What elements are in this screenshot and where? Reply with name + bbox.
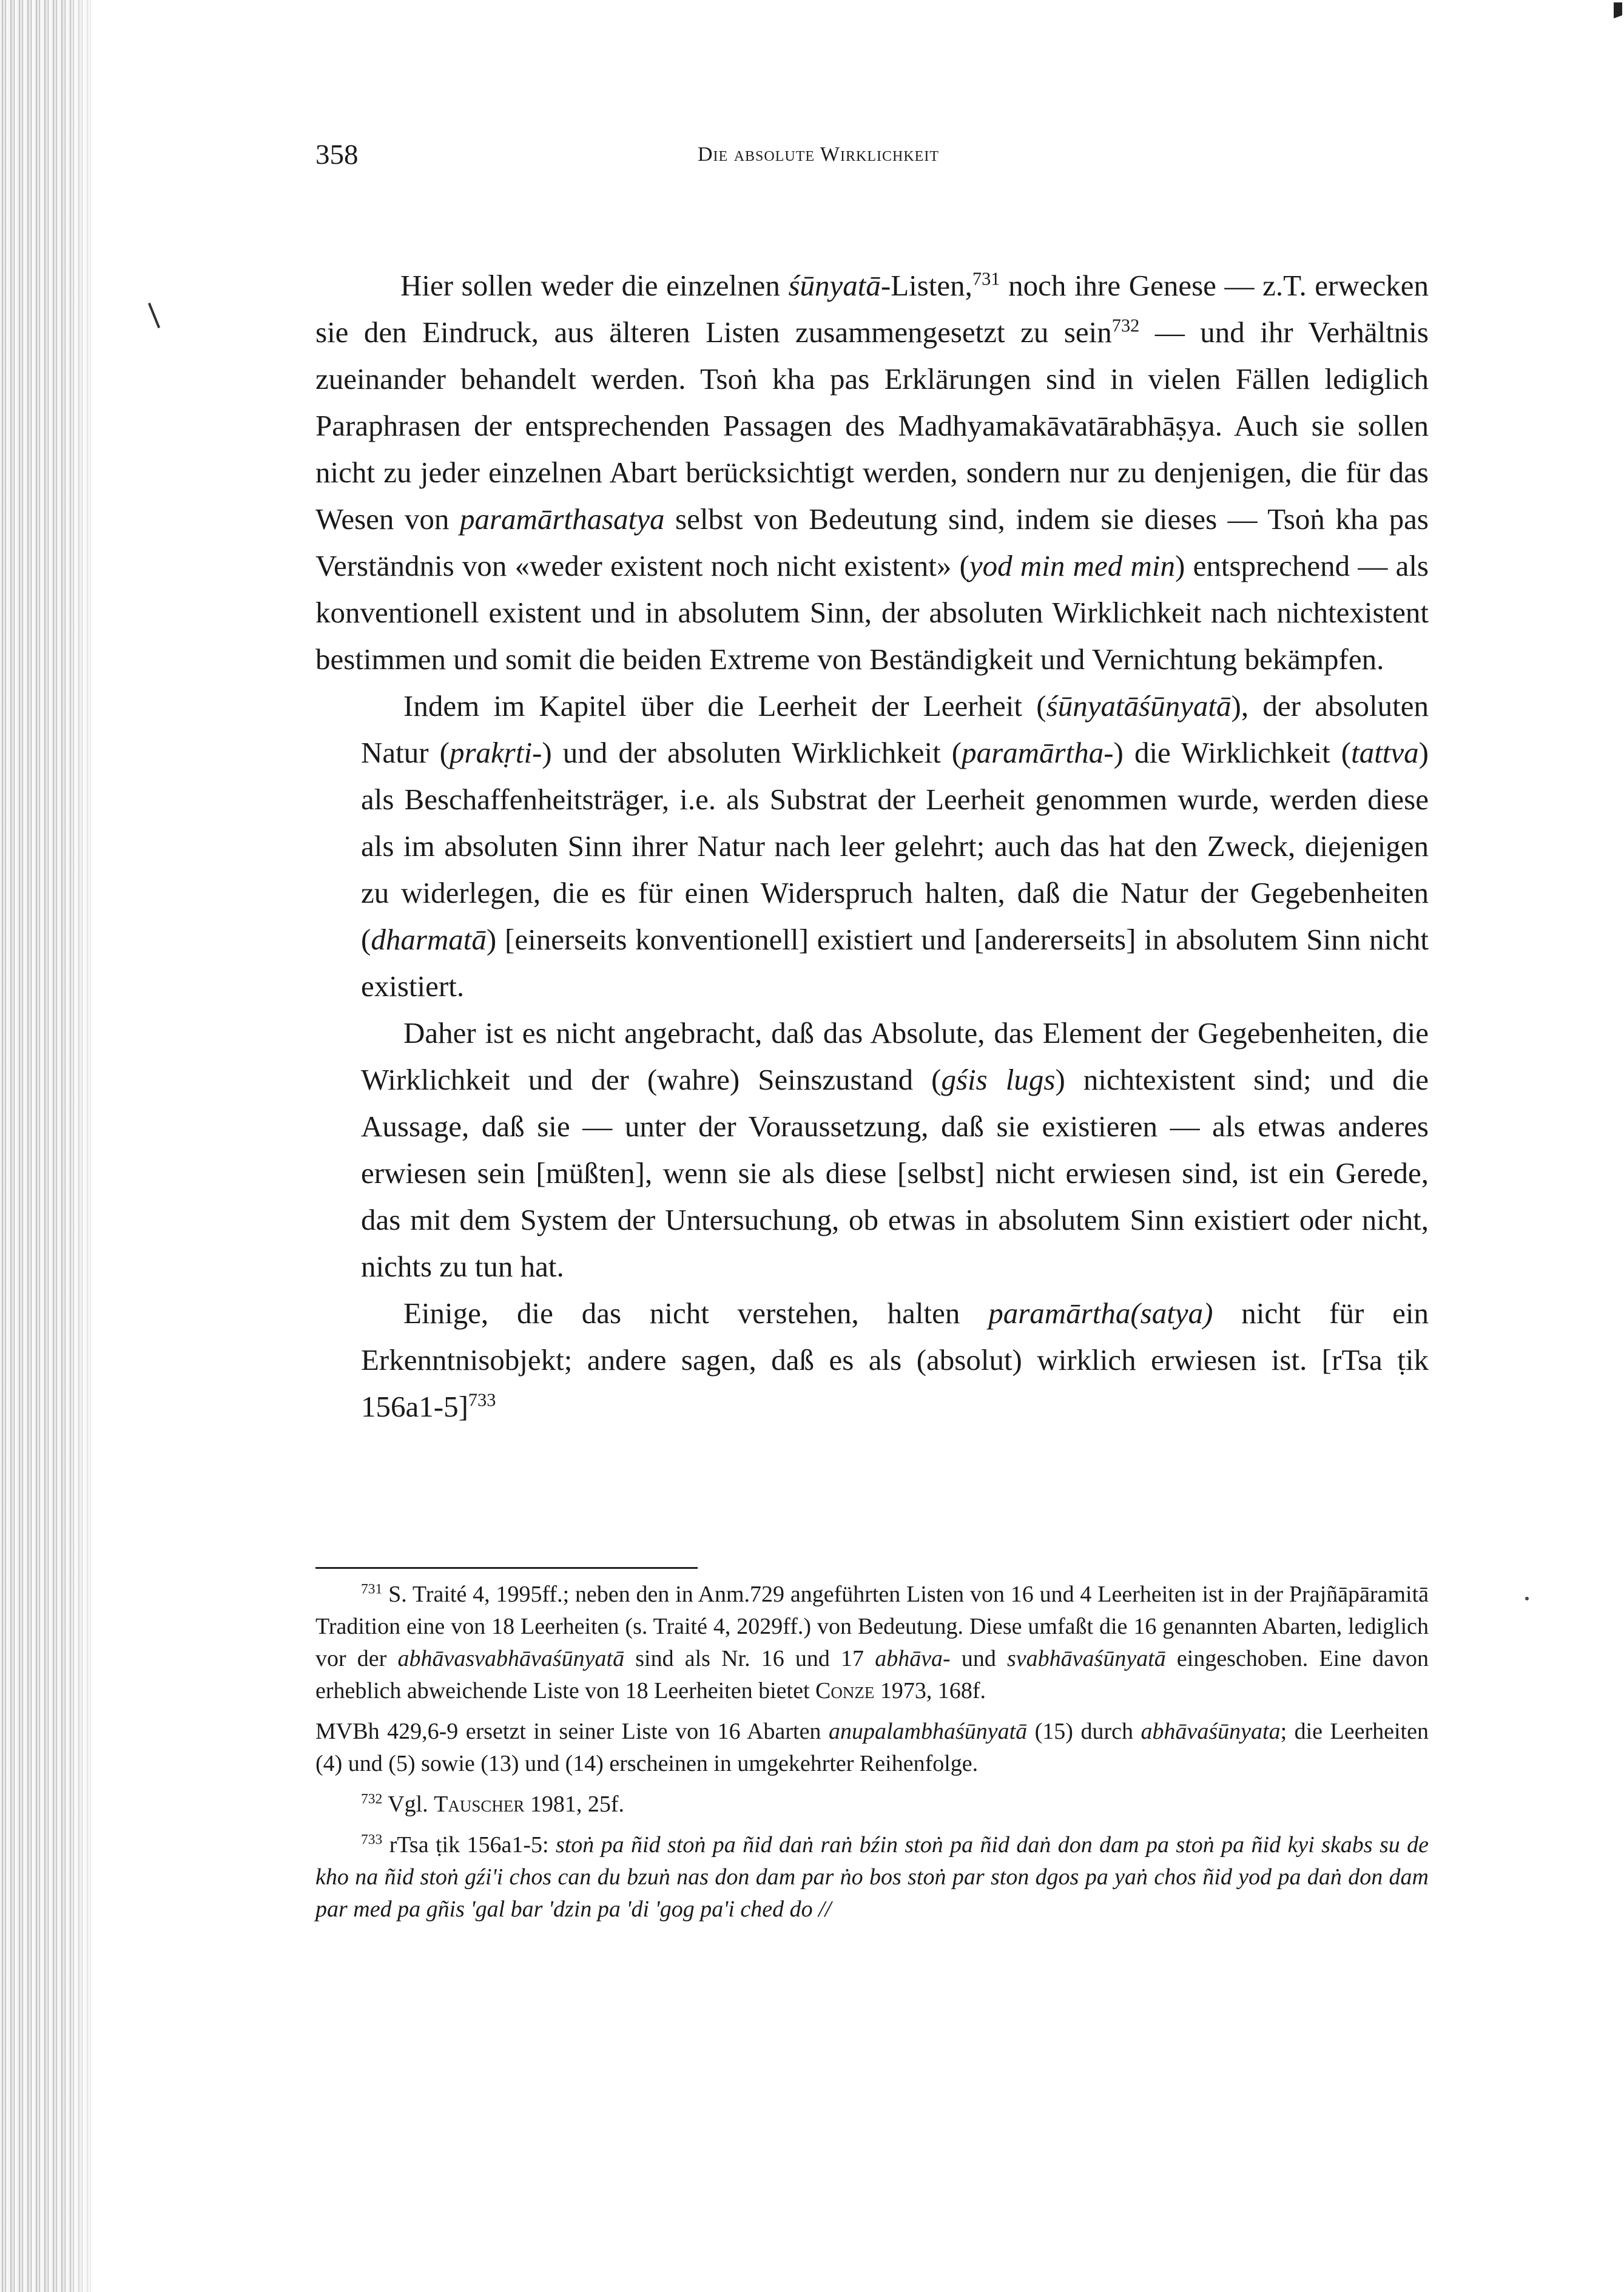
text-run: Daher ist es nicht angebracht, daß das Absolute, das Element der Gegebenheiten, die Wirklichkeit und der (wahre) Seinszustand ( [361,1016,1429,1096]
italic-term: dharmatā [371,923,487,956]
footnote-733 [315,1829,1429,1926]
text-run: — und ihr Verhältnis zueinander behandelt werden. Tsoṅ kha pas Erklärungen sind in vielen Fällen lediglich Paraphrasen der entsprechenden Passagen des Madhyamakāvatārabhāṣya. Auch sie sollen nicht zu jeder einzelnen Abart berücksichtigt werden, sondern nur zu denjenigen, die für das Wesen von [315,315,1429,536]
footnote-number: 733 [361,1832,383,1848]
margin-pencil-mark [148,303,160,328]
italic-term: abhāvasvabhāvaśūnyatā [397,1646,625,1671]
page-header [315,138,1395,175]
footnote-ref-732[interactable]: 732 [1111,315,1140,336]
paragraph-4 [361,1290,1429,1430]
text-run: ) entsprechend — als konventionell existent und in absolutem Sinn, der absoluten Wirklichkeit nach nichtexistent bestimmen und somit die beiden Extreme von Beständigkeit und Vernichtung bekämpfen. [315,549,1429,676]
italic-term: abhāva- [875,1646,951,1671]
text-run: sind als Nr. 16 und 17 [624,1646,875,1671]
italic-term: yod min med min [969,549,1176,582]
paragraph-1 [315,262,1429,683]
footnote-732 [315,1788,1429,1821]
text-run: 1981, 25f. [524,1791,625,1817]
italic-term: paramārtha- [962,736,1114,769]
text-run: -Listen, [880,269,972,302]
corner-scan-artifact [1614,2,1622,39]
margin-dot-artifact [1525,1597,1529,1600]
text-run: Einige, die das nicht verstehen, halten [403,1296,989,1330]
text-run: Hier sollen weder die einzelnen [400,269,789,302]
text-run: 1973, 168f. [874,1678,986,1704]
text-run: Vgl. [382,1791,434,1817]
text-run: nicht für ein Erkenntnisobjekt; andere sagen, daß es als (absolut) wirklich erwiesen ist. [rTsa ṭik 156a1-5] [361,1296,1429,1423]
italic-term: paramārthasatya [459,502,665,536]
italic-term: prakṛti- [449,736,542,769]
author-name: Tauscher [434,1791,525,1817]
footnote-ref-731[interactable]: 731 [972,268,1000,289]
running-title: Die absolute Wirklichkeit [698,143,939,166]
footnote-number: 732 [361,1791,383,1807]
page-number: 358 [315,139,359,170]
footnotes [315,1579,1429,1934]
italic-term: paramārtha(satya) [988,1296,1213,1330]
footnote-separator [315,1567,698,1569]
footnote-731 [315,1579,1429,1707]
footnote-number: 731 [361,1581,383,1597]
italic-term: śūnyatāśūnyatā [1046,689,1231,723]
text-run: ; die Leerheiten (4) und (5) sowie (13) und (14) erscheinen in umgekehrter Reihenfolge. [315,1719,1429,1776]
text-run: ) die Wirklichkeit ( [1113,736,1352,769]
text-run: Indem im Kapitel über die Leerheit der Leerheit ( [403,689,1046,723]
text-run: noch ihre Genese — z.T. erwecken sie den Eindruck, aus älteren Listen zusammengesetzt zu sein [315,269,1429,349]
italic-term: anupalambhaśūnyatā [828,1719,1028,1744]
paragraph-2 [361,683,1429,1009]
text-run: ), der absoluten Natur ( [361,689,1429,769]
italic-term: tattva [1351,736,1419,769]
text-run: ) und der absoluten Wirklichkeit ( [542,736,962,769]
italic-term: śūnyatā [788,269,881,302]
text-run: ) als Beschaffenheitsträger, i.e. als Substrat der Leerheit genommen wurde, werden diese als im absoluten Sinn ihrer Natur nach leer gelehrt; auch das hat den Zweck, diejenigen zu widerlegen, die es für einen Widerspruch halten, daß die Natur der Gegebenheiten ( [361,736,1429,956]
italic-term: svabhāvaśūnyatā [1007,1646,1166,1671]
main-text [315,262,1429,1430]
tibetan-quote: stoṅ pa ñid stoṅ pa ñid daṅ raṅ bźin stoṅ pa ñid daṅ don dam pa stoṅ pa ñid kyi skabs su de kho na ñid stoṅ gźi'i chos can du bzuṅ nas don dam par ṅo bos stoṅ par ston dgos pa yaṅ chos ñid yod pa daṅ don dam par med pa gñis 'gal bar 'dzin pa 'di 'gog pa'i ched do // [315,1832,1429,1922]
author-name: Conze [815,1678,875,1704]
footnote-ref-733[interactable]: 733 [468,1389,496,1411]
text-run: ) [einerseits konventionell] existiert und [andererseits] in absolutem Sinn nicht existiert. [361,923,1429,1003]
italic-term: abhāvaśūnyata [1141,1719,1281,1744]
paragraph-3 [361,1009,1429,1290]
italic-term: gśis lugs [941,1063,1056,1096]
footnote-731-continuation [315,1716,1429,1780]
text-run: selbst von Bedeutung sind, indem sie dieses — Tsoṅ kha pas Verständnis von «weder existent noch nicht existent» ( [315,502,1429,582]
text-run: (15) durch [1027,1719,1141,1744]
text-run: und [950,1646,1008,1671]
text-run: eingeschoben. Eine davon erheblich abweichende Liste von 18 Leerheiten bietet [315,1646,1429,1704]
scan-binding-fade [67,0,103,2292]
text-run: MVBh 429,6-9 ersetzt in seiner Liste von 16 Abarten [315,1719,829,1744]
text-run: rTsa ṭik 156a1-5: [382,1832,556,1858]
text-run: ) nichtexistent sind; und die Aussage, daß sie — unter der Voraussetzung, daß sie existieren — als etwas anderes erwiesen sein [müßten], wenn sie als diese [selbst] nicht erwiesen sind, ist ein Gerede, das mit dem System der Untersuchung, ob etwas in absolutem Sinn existiert oder nicht, nichts zu tun hat. [361,1063,1429,1283]
text-run: S. Traité 4, 1995ff.; neben den in Anm.729 angeführten Listen von 16 und 4 Leerheiten ist in der Prajñāpāramitā Tradition eine von 18 Leerheiten (s. Traité 4, 2029ff.) von Bedeutung. Diese umfaßt die 16 genannten Abarten, lediglich vor der [315,1582,1429,1671]
